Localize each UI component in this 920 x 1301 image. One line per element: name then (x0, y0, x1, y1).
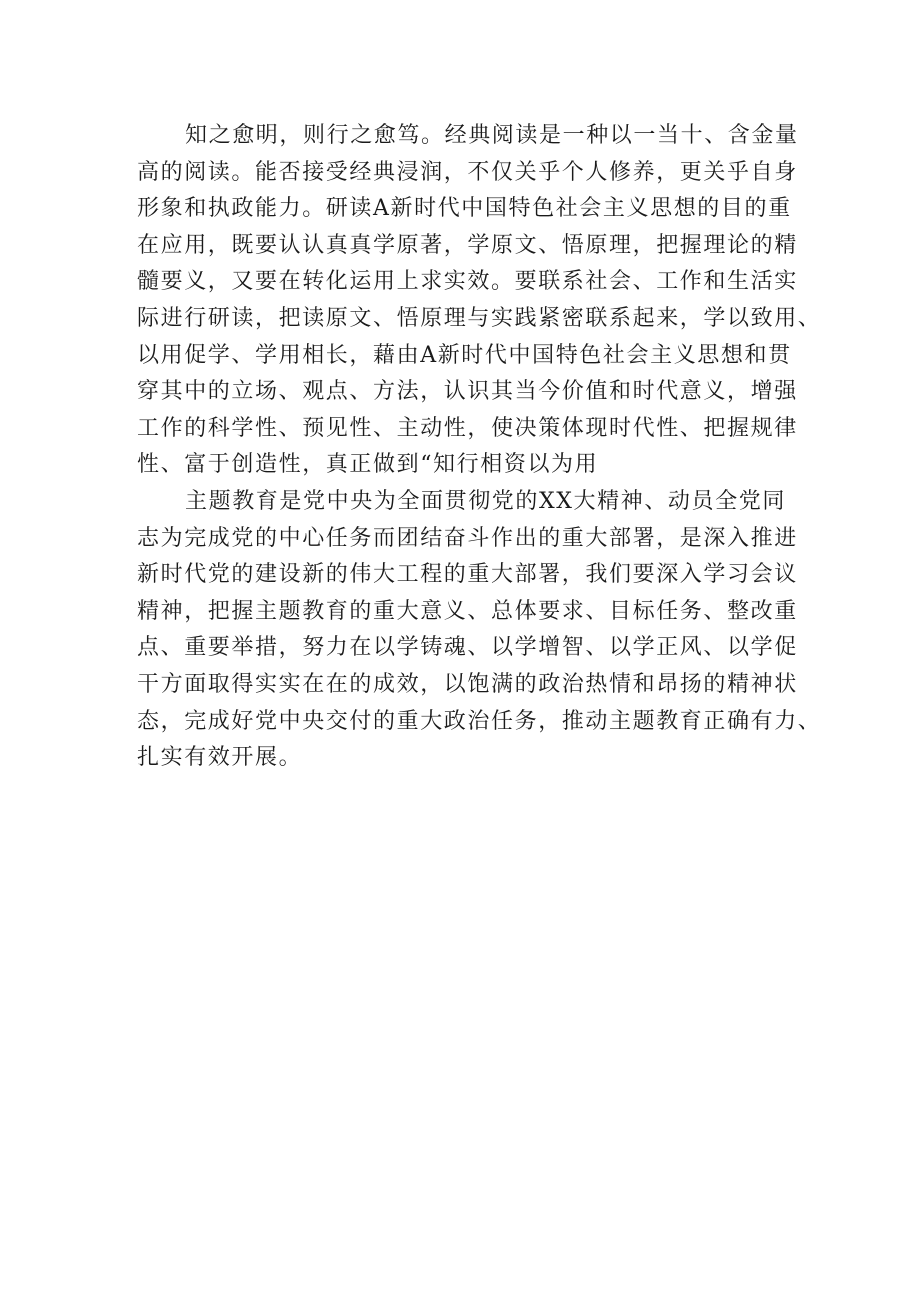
paragraph-line: 态，完成好党中央交付的重大政治任务，推动主题教育正确有力、 (137, 708, 822, 734)
paragraph-line: 扎实有效开展。 (137, 745, 303, 771)
paragraph-line: 在应用，既要认认真真学原著，学原文、悟原理，把握理论的精 (137, 232, 798, 258)
paragraph-line: 髓要义，又要在转化运用上求实效。要联系社会、工作和生活实 (137, 269, 798, 295)
paragraph-line: 精神，把握主题教育的重大意义、总体要求、目标任务、整改重 (137, 598, 798, 624)
paragraph-line: 以用促学、学用相长，藉由A新时代中国特色社会主义思想和贯 (137, 342, 792, 368)
paragraph-line: 性、富于创造性，真正做到“知行相资以为用 (137, 452, 599, 478)
paragraph-line: 穿其中的立场、观点、方法，认识其当今价值和时代意义，增强 (137, 379, 798, 405)
paragraph-line: 形象和执政能力。研读A新时代中国特色社会主义思想的目的重 (137, 196, 792, 222)
document-body (137, 118, 822, 777)
paragraph-line: 干方面取得实实在在的成效，以饱满的政治热情和昂扬的精神状 (137, 671, 798, 697)
paragraph-1 (137, 118, 822, 484)
paragraph-line: 新时代党的建设新的伟大工程的重大部署，我们要深入学习会议 (137, 562, 798, 588)
paragraph-line: 主题教育是党中央为全面贯彻党的XX大精神、动员全党同 (185, 488, 786, 514)
paragraph-line: 高的阅读。能否接受经典浸润，不仅关乎个人修养，更关乎自身 (137, 159, 798, 185)
paragraph-line: 工作的科学性、预见性、主动性，使决策体现时代性、把握规律 (137, 415, 798, 441)
paragraph-line: 志为完成党的中心任务而团结奋斗作出的重大部署，是深入推进 (137, 525, 798, 551)
paragraph-line: 点、重要举措，努力在以学铸魂、以学增智、以学正风、以学促 (137, 635, 798, 661)
paragraph-2 (137, 484, 822, 777)
paragraph-line: 际进行研读，把读原文、悟原理与实践紧密联系起来，学以致用、 (137, 305, 822, 331)
paragraph-line: 知之愈明，则行之愈笃。经典阅读是一种以一当十、含金量 (185, 123, 799, 148)
